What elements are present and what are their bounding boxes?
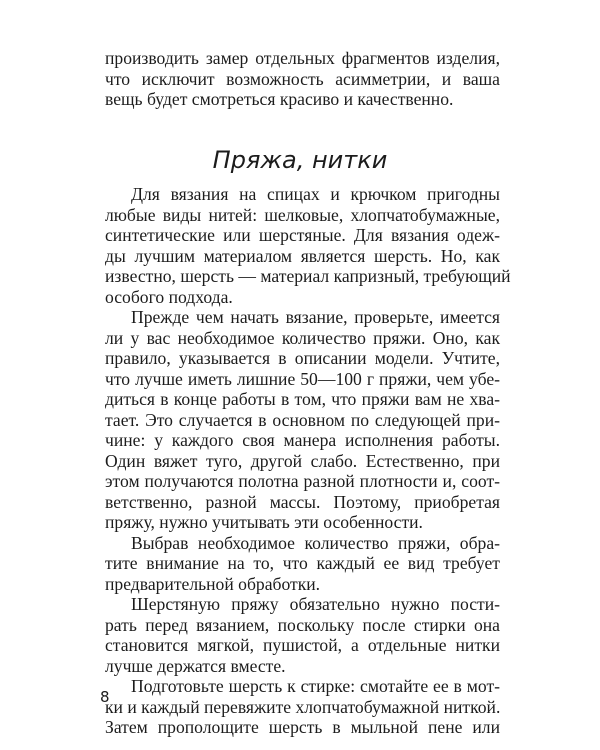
intro-paragraph — [105, 48, 500, 110]
text-line: диться в конце работы в том, что пряжи вам не хва- — [105, 389, 500, 409]
text-line: Один вяжет туго, другой слабо. Естественно, при — [105, 450, 500, 471]
text-line: лучше держатся вместе. — [105, 655, 286, 676]
text-line: тите внимание на то, что каждый ее вид требует — [105, 553, 500, 573]
text-line: что лучше иметь лишние 50—100 г пряжи, чем убе- — [105, 368, 500, 389]
text-line: Прежде чем начать вязание, проверьте, имеется — [131, 307, 500, 327]
text-line: синтетические или шерстяные. Для вязания одеж- — [105, 225, 500, 245]
text-line: ли у вас необходимое количество пряжи. Оно, как — [105, 327, 500, 348]
text-line: производить замер отдельных фрагментов изделия, — [105, 48, 500, 68]
text-line: ки и каждый перевяжите хлопчатобумажной ниткой. — [105, 696, 501, 717]
text-line: становится мягкой, пушистой, а отдельные нитки — [105, 635, 500, 655]
section-body — [105, 184, 511, 738]
page-number: 8 — [100, 688, 110, 706]
text-line: рать перед вязанием, поскольку после стирки она — [105, 614, 500, 635]
text-line: любые виды нитей: шелковые, хлопчатобумажные, — [105, 204, 500, 225]
text-line: пряжу, нужно учитывать эти особенности. — [105, 512, 423, 532]
text-line: Шерстяную пряжу обязательно нужно пости- — [131, 594, 500, 614]
text-line: ветственно, разной массы. Поэтому, приобретая — [105, 491, 500, 512]
text-line: чине: у каждого своя манера исполнения работы. — [105, 430, 500, 450]
text-line: вещь будет смотреться красиво и качественно. — [105, 89, 454, 109]
text-line: Выбрав необходимое количество пряжи, обра- — [131, 532, 500, 553]
text-line: известно, шерсть — материал капризный, требующий — [105, 266, 511, 286]
text-line: правило, указывается в описании модели. Учтите, — [105, 348, 500, 368]
text-line: предварительной обработки. — [105, 573, 321, 594]
text-line: что исключит возможность асимметрии, и ваша — [105, 68, 500, 89]
text-line: Затем прополощите шерсть в мыльной пене или — [105, 717, 500, 737]
section-heading: Пряжа, нитки — [212, 146, 388, 174]
text-line: особого подхода. — [105, 286, 233, 307]
text-line: этом получаются полотна разной плотности и, соот- — [105, 471, 500, 491]
text-line: ды лучшим материалом является шерсть. Но, как — [105, 245, 500, 266]
text-line: Подготовьте шерсть к стирке: смотайте ее в мот- — [131, 676, 500, 696]
text-line: Для вязания на спицах и крючком пригодны — [131, 184, 500, 204]
text-line: тает. Это случается в основном по следующей при- — [105, 409, 500, 430]
